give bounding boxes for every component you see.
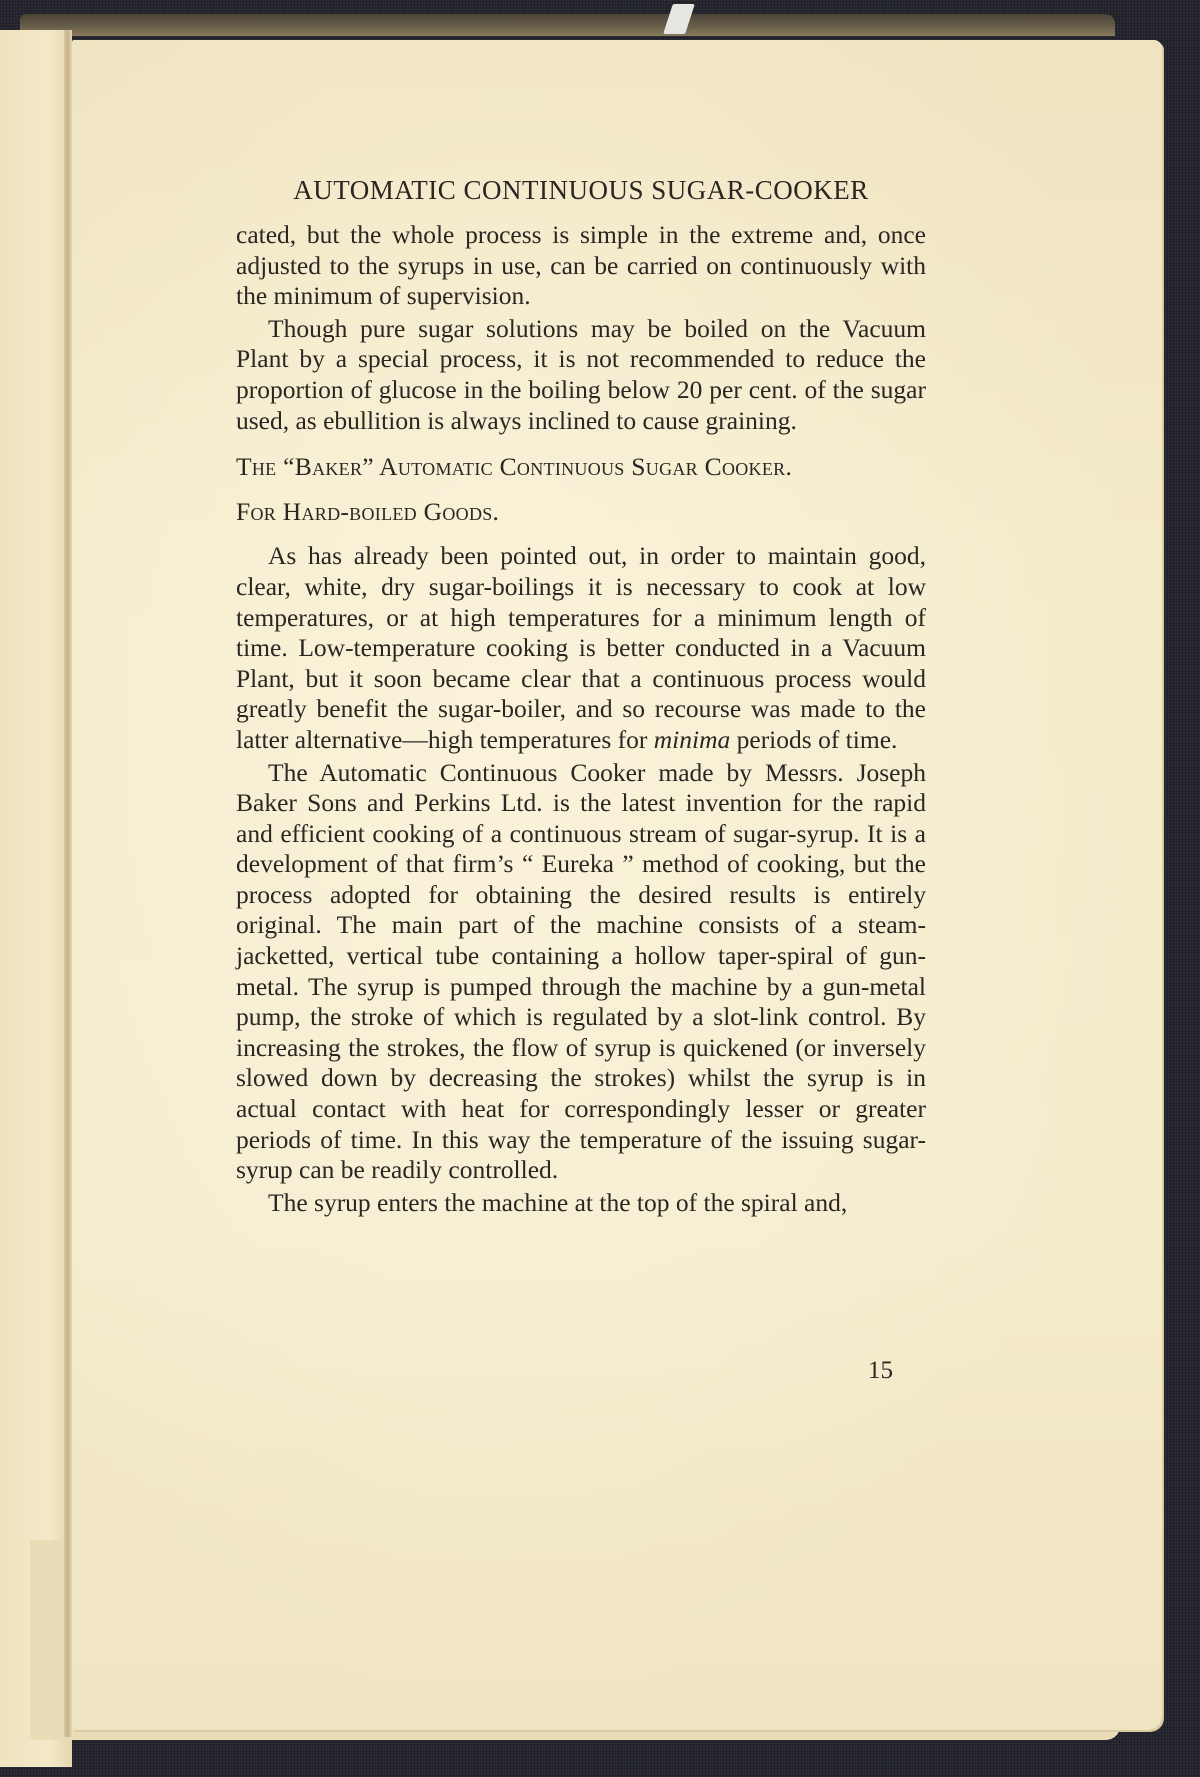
section-subheading: For Hard-boiled Goods. [236, 496, 500, 526]
paragraph-low-temperature [236, 541, 926, 755]
paragraph-continued: cated, but the whole process is simple in the extreme and, once adjusted to the syrups in use, can be carried on continuously with the minimum of supervision. [236, 220, 926, 311]
italic-term: minima [653, 724, 731, 754]
paragraph-text: As has already been pointed out, in order to maintain good, clear, white, dry sugar-boilings it is necessary to cook at low temperatures, or at high temperatures for a minimum length of time. Low-temperature cooking is better conducted in a Vacuum Plant, but it soon became clear that a continuous process would greatly benefit the sugar-boiler, and so recourse was made to the latter alternative—high temperatures for [236, 541, 926, 754]
left-page-edge [0, 30, 72, 1767]
book-cover-top-edge [20, 14, 1115, 36]
page-number: 15 [868, 1357, 893, 1384]
paragraph-syrup-enters: The syrup enters the machine at the top of the spiral and, [268, 1187, 848, 1217]
book-gutter [64, 30, 72, 1737]
running-head: AUTOMATIC CONTINUOUS SUGAR-COOKER [293, 175, 869, 205]
section-heading: The “Baker” Automatic Continuous Sugar Cooker. [236, 452, 793, 482]
paragraph-text-end: periods of time. [730, 724, 898, 754]
paragraph-pure-sugar: Though pure sugar solutions may be boiled on the Vacuum Plant by a special process, it is not recommended to reduce the proportion of glucose in the boiling below 20 per cent. of the sugar used, as ebullition is always inclined to cause graining. [236, 313, 926, 435]
page-content [236, 170, 926, 1218]
paragraph-automatic-cooker: The Automatic Continuous Cooker made by Messrs. Joseph Baker Sons and Perkins Ltd. is the latest invention for the rapid and efficient cooking of a continuous stream of sugar-syrup. It is a development of that firm’s “ Eureka ” method of cooking, but the process adopted for obtaining the desired results is entirely original. The main part of the machine consists of a steam-jacketted, vertical tube containing a hollow taper-spiral of gun-metal. The syrup is pumped through the machine by a gun-metal pump, the stroke of which is regulated by a slot-link control. By increasing the strokes, the flow of syrup is quickened (or inversely slowed down by decreasing the strokes) whilst the syrup is in actual contact with heat for correspondingly lesser or greater periods of time. In this way the temperature of the issuing sugar-syrup can be readily controlled. [236, 757, 926, 1185]
book-page [72, 40, 1162, 1730]
